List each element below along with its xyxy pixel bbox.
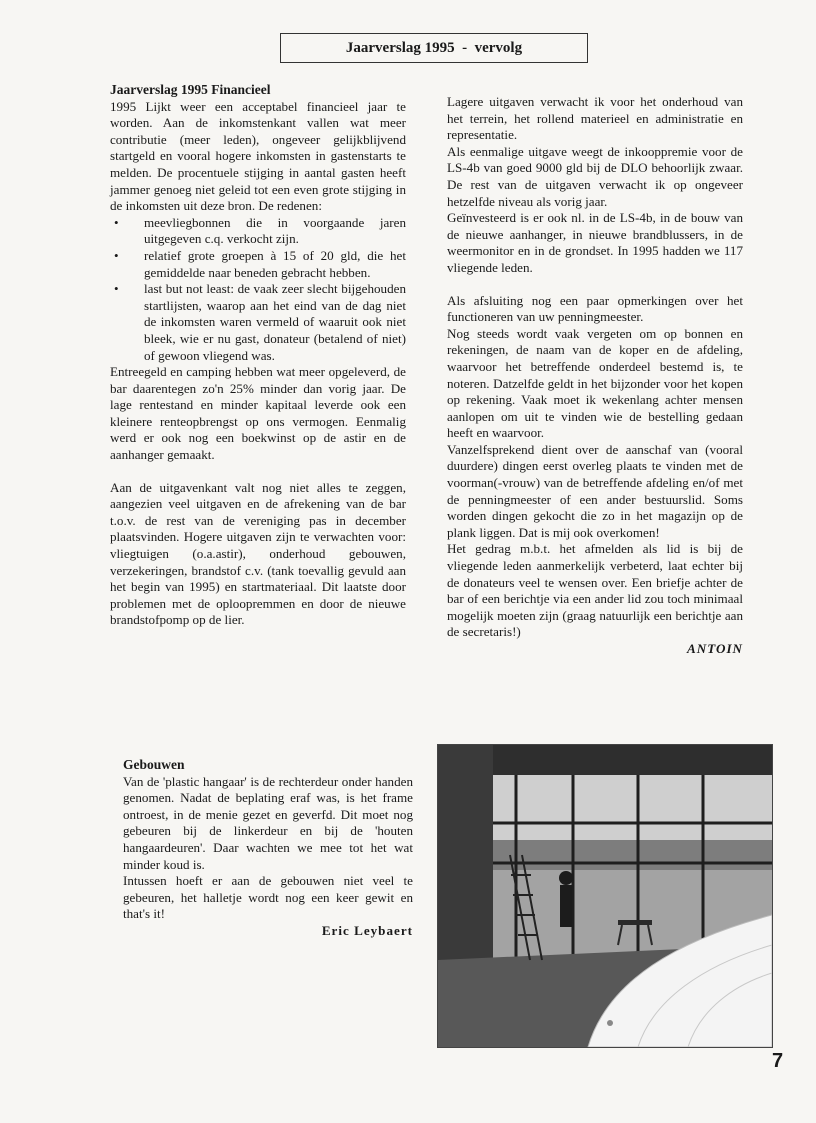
reason-item: • relatief grote groepen à 15 of 20 gld, die het gemiddelde naar beneden gebracht hebben.: [110, 248, 406, 281]
header-title: Jaarverslag 1995 - vervolg: [345, 39, 523, 56]
gebouwen-paragraph: Van de 'plastic hangaar' is de rechterdeur onder handen genomen. Nadat de beplating eraf was, is het frame ontroest, in de menie gezet en geverfd. Dit moet nog gebeuren bij de linkerdeur en bij de 'houten hangaardeuren'. Daar wachten we mee tot het wat minder koud is.: [123, 773, 413, 872]
right-column: [447, 94, 743, 658]
paragraph-lagere: Lagere uitgaven verwacht ik voor het onderhoud van het terrein, het rollend materieel en administratie en representatie.: [447, 94, 743, 143]
paragraph-geinvesteerd: Geïnvesteerd is er ook nl. in de LS-4b, in de bouw van de nieuwe aanhanger, in nieuwe brandblussers, in de weermonitor en in de grondset. In 1995 hadden we 117 vliegende leden.: [447, 210, 743, 275]
reason-item: • last but not least: de vaak zeer slecht bijgehouden startlijsten, waarop aan het eind van de dag niet de inkomsten waren vermeld of waaruit ook niet bleek, wie er nu gast, donateur (betalend of niet) of gewoon vliegend was.: [110, 281, 406, 364]
paragraph-bonnen: Nog steeds wordt vaak vergeten om op bonnen en rekeningen, de naam van de koper en de afdeling, waarvoor het betreffende onderdeel bestemd is, te noteren. Datzelfde geldt in het bijzonder voor het kopen op rekening. Vaak moet ik wekenlang achter mensen aanlopen om uit te vinden wie de bestelling gedaan heeft en waarvoor.: [447, 325, 743, 441]
financieel-heading: Jaarverslag 1995 Financieel: [110, 82, 271, 97]
paragraph-gedrag: Het gedrag m.b.t. het afmelden als lid is bij de vliegende leden aanmerkelijk verbeterd, laat echter bij de donateurs veel te wensen over. Een briefje achter de bar of een berichtje via een ander lid zou toch minimaal mogelijk moeten zijn (graag natuurlijk een berichtje aan de secretaris!): [447, 541, 743, 640]
gebouwen-heading: Gebouwen: [123, 757, 185, 772]
paragraph-aanschaf: Vanzelfsprekend dient over de aanschaf van (vooral duurdere) dingen eerst overleg plaats te vinden met de voorman(-vrouw) van de betreffende afdeling en/of met de penningmeester of een ander bestuurslid. Soms worden dingen gekocht die zo in het magazijn op de plank liggen. Dat is mij ook overkomen!: [447, 441, 743, 540]
hangar-photo: [437, 744, 773, 1048]
reasons-list: [110, 215, 406, 364]
financieel-section: [110, 82, 406, 629]
gebouwen-section: [123, 757, 413, 940]
financieel-intro: 1995 Lijkt weer een acceptabel financieel jaar te worden. Aan de inkomstenkant vallen wat meer contributie (meer leden), ongeveer gelijkblijvend startgeld en vooral hogere inkomsten in gastenstarts te melden. De procentuele stijging in aantal gasten heeft jammer genoeg niet geleid tot een even grote stijging in de inkomsten uit deze bron. De redenen:: [110, 98, 406, 214]
paragraph-uitgaven: Aan de uitgavenkant valt nog niet alles te zeggen, aangezien veel uitgaven en de afrekening van de bar t.o.v. de rest van de vereniging pas in december plaatsvinden. Hogere uitgaven zijn te verwachten voor: vliegtuigen (o.a.astir), onderhoud gebouwen, verzekeringen, brandstof c.v. (tank toevallig gevuld aan het begin van 1995) en startmateriaal. Dit laatste door problemen met de oploopremmen en door de nieuwe brandstofpomp op de lier.: [110, 479, 406, 628]
paragraph-entreegeld: Entreegeld en camping hebben wat meer opgeleverd, de bar daarentegen zo'n 25% minder dan vorig jaar. De lage rentestand en minder kapitaal leverde ook een kleinere renteopbrengst op ons vermogen. Eenmalig werd er ook nog een boekwinst op de astir en de aanhanger gemaakt.: [110, 364, 406, 463]
reason-item: • meevliegbonnen die in voorgaande jaren uitgegeven c.q. verkocht zijn.: [110, 215, 406, 248]
paragraph-eenmalig: Als eenmalige uitgave weegt de inkooppremie voor de LS-4b van goed 9000 gld bij de DLO behoorlijk zwaar. De rest van de uitgaven verwacht ik op ongeveer hetzelfde niveau als vorig jaar.: [447, 143, 743, 209]
signature-antoin: ANTOIN: [687, 641, 743, 656]
signature-eric: Eric Leybaert: [321, 922, 413, 938]
page-number: 7: [772, 1050, 784, 1072]
gebouwen-paragraph: Intussen hoeft er aan de gebouwen niet veel te gebeuren, het halletje wordt nog een keer gewit en that's it!: [123, 873, 413, 922]
paragraph-afsluiting: Als afsluiting nog een paar opmerkingen over het functioneren van uw penningmeester.: [447, 292, 743, 325]
page-header: [280, 33, 588, 63]
